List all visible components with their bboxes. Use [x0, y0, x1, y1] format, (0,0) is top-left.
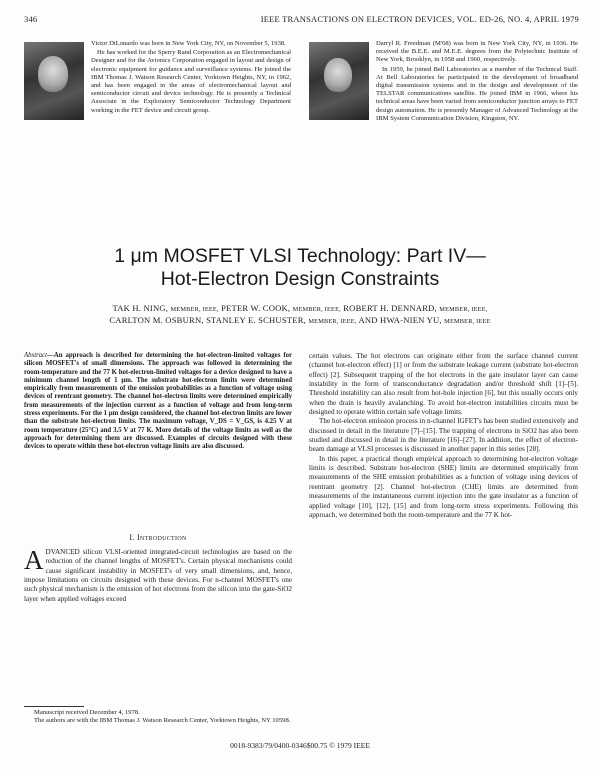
drop-cap: A	[24, 545, 44, 575]
author-bio-freedman	[376, 40, 578, 124]
abstract	[24, 352, 292, 452]
author-membership: MEMBER, IEEE,	[292, 306, 341, 313]
bio-paragraph: Victor DiLonardo was born in New York City, NY, on November 5, 1938.	[91, 40, 286, 47]
title-line-2: Hot-Electron Design Constraints	[160, 268, 440, 290]
author-line-2	[20, 315, 580, 327]
abstract-label: Abstract	[24, 352, 48, 359]
body-paragraph: The hot-electron emission process in n-channel IGFET's has been studied extensively and discussed in detail in the literature [7]–[15]. The trapping of electrons in SiO2 has also been studied and discussed in detail in the literature [16]–[27]. In addition, the effect of electron-beam damage at VLSI processes is discussed in another paper in this series [28].	[309, 417, 578, 454]
author-name: AND HWA-NIEN YU,	[358, 315, 442, 325]
section-heading-introduction: I. Introduction	[129, 533, 187, 542]
author-list	[20, 303, 580, 327]
manuscript-received: Manuscript received December 4, 1978.	[34, 709, 140, 716]
author-membership: MEMBER, IEEE,	[308, 318, 357, 325]
bio-paragraph: He has worked for the Sperry Rand Corporation as an Electromechanical Designer and for the Avionics Corporation engaged in layout and design of electronic equipment for guidance and surveillance systems. He joined the IBM Thomas J. Watson Research Center, Yorktown Heights, NY, in 1962, and has been engaged in the areas of electromechanical layout and semiconductor circuit and device technology. He is presently a Technical Associate in the Exploratory Semiconductor Technology Department working in the FET device and circuit group.	[91, 49, 291, 114]
bio-paragraph: Darryl R. Freedman (M'68) was born in New York City, NY, in 1936. He received the B.E.E. and M.E.E. degrees from the Polytechnic Institute of New York, Brooklyn, in 1958 and 1960, respectively.	[376, 40, 578, 64]
page-number: 346	[24, 14, 38, 24]
introduction-text	[24, 545, 292, 604]
author-membership: MEMBER, IEEE,	[170, 306, 219, 313]
author-affiliation: The authors are with the IBM Thomas J. Watson Research Center, Yorktown Heights, NY 10598.	[34, 717, 291, 724]
abstract-text: —An approach is described for determining the hot-electron-limited voltages for silicon MOSFET's of small dimensions. The approach was followed in determining the room-temperature and the 77 K hot-electron-limited voltages for a device designed to have a minimum channel length of 1 μm. The substrate hot-electron limits were determined empirically from measurements of the emission probabilities as a function of voltage using devices of reentrant geometry. The channel hot-electron limits were determined empirically from measurements of the injection current as a function of voltage and from long-term stress experiments. For the 1 μm design considered, the channel hot-electron limits are lower than the substrate hot-electron limits. The maximum voltage, V_DS = V_GS, is 4.25 V at room temperature (25°C) and 3.5 V at 77 K. More details of the voltage limits as well as the approach for determining them are discussed. Examples of circuits designed with these devices to operate within these hot-electron voltage limits are also discussed.	[24, 352, 292, 451]
right-column	[309, 352, 578, 520]
author-membership: MEMBER, IEEE	[444, 318, 491, 325]
title-line-1: 1 μm MOSFET VLSI Technology: Part IV—	[114, 245, 486, 267]
author-name: CARLTON M. OSBURN,	[109, 315, 204, 325]
author-name: TAK H. NING,	[112, 303, 169, 313]
intro-body: DVANCED silicon VLSI-oriented integrated-circuit technologies are based on the reduction of the channel lengths of MOSFET's. Certain physical mechanisms could cause significant instability in MOSFET's of very small dimensions, and, hence, impose limitations on circuits designed with these devices. For n-channel MOSFET's one such physical mechanism is the emission of hot electrons from the silicon into the gate-SiO2 layer when applied voltages exceed	[24, 548, 292, 603]
author-line-1	[20, 303, 580, 315]
copyright-line: 0018-9383/79/0400-0346$00.75 © 1979 IEEE	[230, 741, 370, 750]
author-photo-dilonardo	[24, 42, 84, 120]
footnote-rule	[24, 706, 84, 707]
journal-header: IEEE TRANSACTIONS ON ELECTRON DEVICES, VOL. ED-26, NO. 4, APRIL 1979	[260, 14, 579, 24]
author-name: ROBERT H. DENNARD,	[343, 303, 437, 313]
author-name: PETER W. COOK,	[221, 303, 291, 313]
author-name: STANLEY E. SCHUSTER,	[206, 315, 306, 325]
author-bio-dilonardo	[91, 40, 291, 116]
footnote	[24, 706, 292, 725]
author-membership: MEMBER, IEEE,	[439, 306, 488, 313]
body-paragraph: In this paper, a practical though empirical approach to determining hot-electron voltage limits is described. Substrate hot-electron (SHE) limits are determined empirically from measurements of the SHE emission probabilities as a function of voltage using devices of reentrant geometry [2]. Channel hot-electron (CHE) limits are determined from measurements of the instantaneous current injection into the gate insulator as a function of applied voltage [10], [12], [15] and from long-term stress experiments. Following this approach, we determined both the room-temperature and the 77 K hot-	[309, 454, 578, 519]
body-paragraph: certain values. The hot electrons can originate either from the surface channel current (channel hot-electron effect) [1] or from the substrate leakage current (substrate hot-electron effect) [2]. Subsequent trapping of the hot electrons in the gate insulator layer can cause instability in the form of transconductance degradation and/or threshold shift [1]–[5]. Threshold instability can also result from hot-hole injection [6], but this usually occurs only when the drain is heavily avalanching. To avoid hot-electron instabilities circuits must be designed to operate within certain safe voltage limits.	[309, 352, 578, 417]
bio-paragraph: In 1959, he joined Bell Laboratories as a member of the Technical Staff. At Bell Laboratories he participated in the development of broadband digital transmission systems and in the design and development of the TELSTAR communications satellite. He joined IBM in 1966, where his technical areas have been varied from semiconductor junction arrays to FET design automation. He is presently Manager of Advanced Technology at the IBM System Communication Division, Kingston, NY.	[376, 65, 578, 122]
paper-title	[0, 245, 600, 291]
author-photo-freedman	[309, 42, 369, 120]
